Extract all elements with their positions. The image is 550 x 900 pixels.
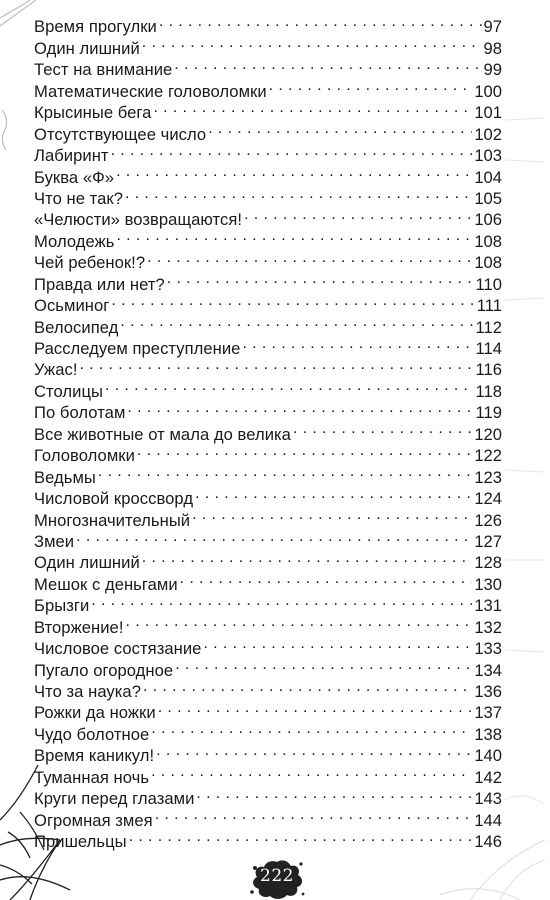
- toc-dot-leader: [153, 97, 472, 118]
- toc-dot-leader: [293, 418, 472, 439]
- toc-dot-leader: [125, 183, 472, 204]
- toc-entry-page: 140: [474, 746, 502, 766]
- toc-dot-leader: [175, 654, 472, 675]
- toc-dot-leader: [180, 568, 473, 589]
- toc-entry-page: 105: [474, 188, 502, 208]
- toc-dot-leader: [151, 761, 472, 782]
- toc-entry-title: Ужас!: [34, 360, 78, 380]
- toc-entry-page: 126: [474, 510, 502, 530]
- toc-entry-title: Пугало огородное: [34, 660, 174, 680]
- corner-sketch-top-left: [0, 0, 36, 150]
- toc-entry: [34, 547, 502, 573]
- toc-entry: [34, 375, 502, 401]
- toc-entry-title: Мешок с деньгами: [34, 574, 178, 594]
- toc-dot-leader: [116, 225, 472, 246]
- toc-entry-page: 120: [474, 424, 502, 444]
- toc-entry: [34, 590, 502, 616]
- toc-entry-title: Туманная ночь: [34, 767, 150, 787]
- toc-dot-leader: [269, 75, 473, 96]
- toc-dot-leader: [158, 697, 473, 718]
- toc-entry-page: 124: [474, 489, 502, 509]
- toc-dot-leader: [244, 204, 472, 225]
- toc-entry-page: 146: [474, 832, 502, 852]
- toc-entry-title: Молодежь: [34, 231, 115, 251]
- toc-entry-page: 111: [476, 296, 502, 316]
- toc-dot-leader: [196, 783, 472, 804]
- toc-entry-title: Один лишний: [34, 553, 140, 573]
- toc-entry-title: Один лишний: [34, 38, 140, 58]
- toc-dot-leader: [129, 826, 473, 847]
- toc-entry-page: 97: [483, 17, 502, 37]
- show-through-lines: [505, 118, 545, 805]
- toc-entry-page: 138: [474, 724, 502, 744]
- toc-entry-title: Велосипед: [34, 317, 119, 337]
- toc-dot-leader: [203, 633, 472, 654]
- toc-entry-title: Правда или нет?: [34, 274, 165, 294]
- toc-entry-title: Время каникул!: [34, 746, 155, 766]
- toc-dot-leader: [142, 32, 482, 53]
- toc-dot-leader: [116, 161, 472, 182]
- toc-entry-title: Лабиринт: [34, 146, 109, 166]
- toc-entry-page: 136: [474, 682, 502, 701]
- toc-entry-title: Брызги: [34, 596, 90, 616]
- toc-entry-title: Отсутствующее число: [34, 124, 207, 144]
- toc-entry-page: 108: [474, 253, 502, 273]
- toc-entry-page: 133: [474, 639, 502, 659]
- page-number: 222: [260, 866, 294, 886]
- toc-entry-title: Чудо болотное: [34, 724, 150, 744]
- toc-entry-title: Что за наука?: [34, 682, 141, 701]
- toc-entry-title: Тест на внимание: [34, 60, 173, 80]
- toc-dot-leader: [98, 461, 472, 482]
- toc-dot-leader: [242, 333, 473, 354]
- toc-entry-page: 118: [475, 381, 502, 401]
- toc-entry-title: Столицы: [34, 381, 103, 401]
- toc-dot-leader: [105, 375, 474, 396]
- toc-entry: [34, 611, 502, 637]
- toc-entry-title: Время прогулки: [34, 17, 157, 37]
- toc-dot-leader: [167, 268, 474, 289]
- toc-entry-page: 123: [474, 467, 502, 487]
- toc-entry-page: 116: [475, 360, 502, 380]
- toc-entry-title: «Челюсти» возвращаются!: [34, 210, 243, 230]
- toc-dot-leader: [91, 590, 472, 611]
- toc-entry-page: 104: [474, 167, 502, 187]
- toc-entry: [34, 526, 502, 551]
- toc-dot-leader: [127, 397, 473, 418]
- toc-dot-leader: [208, 118, 472, 139]
- toc-entry: [34, 11, 502, 37]
- toc-entry-page: 134: [474, 660, 502, 680]
- toc-entry-title: Ведьмы: [34, 467, 96, 487]
- toc-entry-page: 110: [475, 274, 502, 294]
- toc-entry: [34, 483, 502, 509]
- toc-entry-title: Математические головоломки: [34, 81, 267, 101]
- toc-entry-page: 137: [474, 703, 502, 723]
- toc-dot-leader: [174, 54, 481, 75]
- toc-entry-title: Что не так?: [34, 188, 123, 208]
- toc-entry-page: 112: [475, 317, 502, 337]
- toc-entry-title: Чей ребенок!?: [34, 253, 146, 273]
- table-of-contents: [34, 11, 502, 852]
- toc-entry-page: 132: [474, 617, 502, 637]
- toc-entry-title: Огромная змея: [34, 810, 153, 830]
- toc-entry-page: 144: [474, 810, 502, 830]
- toc-dot-leader: [126, 611, 473, 632]
- toc-entry-page: 114: [475, 339, 502, 358]
- toc-dot-leader: [111, 140, 473, 161]
- toc-dot-leader: [147, 247, 472, 268]
- toc-dot-leader: [79, 354, 473, 375]
- toc-entry-page: 122: [474, 446, 502, 466]
- toc-entry: [34, 354, 502, 380]
- toc-entry-title: Змеи: [34, 531, 75, 551]
- toc-entry-title: Числовой кроссворд: [34, 489, 194, 509]
- toc-entry-title: Буква «Ф»: [34, 167, 115, 187]
- toc-entry-page: 99: [483, 60, 502, 80]
- toc-entry-title: Вторжение!: [34, 617, 124, 637]
- toc-entry-title: Все животные от мала до велика: [34, 424, 291, 444]
- toc-entry-title: Рожки да ножки: [34, 703, 156, 723]
- toc-entry-page: 142: [474, 767, 502, 787]
- toc-dot-leader: [195, 483, 472, 504]
- toc-dot-leader: [151, 718, 472, 739]
- toc-entry-title: Осьминог: [34, 296, 110, 316]
- toc-entry-page: 128: [474, 553, 502, 573]
- toc-entry: [34, 461, 502, 487]
- toc-dot-leader: [76, 526, 472, 547]
- toc-entry-page: 130: [474, 574, 502, 594]
- toc-entry-page: 103: [474, 146, 502, 166]
- toc-dot-leader: [156, 740, 472, 761]
- toc-entry-title: Расследуем преступление: [34, 339, 241, 358]
- toc-entry-page: 98: [483, 38, 502, 58]
- toc-entry-page: 106: [474, 210, 502, 230]
- toc-dot-leader: [111, 290, 474, 311]
- toc-entry-page: 143: [474, 789, 502, 809]
- toc-entry-title: Числовое состязание: [34, 639, 202, 659]
- toc-entry-title: Круги перед глазами: [34, 789, 195, 809]
- toc-entry-page: 131: [474, 596, 502, 616]
- toc-entry-page: 101: [474, 103, 502, 123]
- toc-entry-title: Пришельцы: [34, 832, 127, 852]
- toc-dot-leader: [192, 504, 472, 525]
- toc-entry-page: 119: [475, 403, 502, 423]
- toc-entry-title: По болотам: [34, 403, 126, 423]
- toc-entry-page: 100: [474, 81, 502, 101]
- toc-entry-page: 127: [474, 531, 502, 551]
- toc-dot-leader: [155, 804, 473, 825]
- toc-dot-leader: [137, 440, 472, 461]
- toc-dot-leader: [143, 676, 472, 697]
- toc-dot-leader: [142, 547, 473, 568]
- toc-entry-page: 102: [474, 124, 502, 144]
- toc-dot-leader: [120, 311, 473, 332]
- toc-entry-title: Головоломки: [34, 446, 135, 466]
- toc-dot-leader: [159, 11, 482, 32]
- toc-entry-page: 108: [474, 231, 502, 251]
- toc-entry-title: Многозначительный: [34, 510, 191, 530]
- toc-entry-title: Крысиные бега: [34, 103, 152, 123]
